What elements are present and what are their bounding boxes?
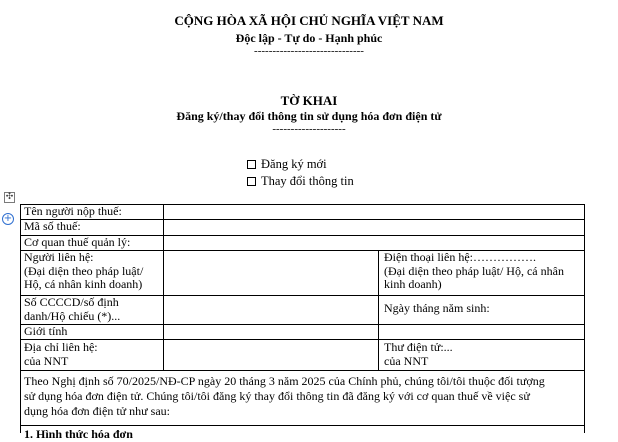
option-new-registration[interactable] (247, 157, 327, 172)
insert-row-plus-icon[interactable]: + (3, 213, 13, 224)
option-label: Đăng ký mới (261, 157, 327, 171)
title-divider: -------------------- (272, 123, 346, 135)
option-label: Thay đổi thông tin (261, 174, 354, 188)
registration-table (20, 204, 585, 441)
contact-phone-label: Điện thoại liên hệ:……………. (Đại diện theo pháp luật/ Hộ, cá nhân kinh doanh) (384, 250, 564, 291)
table-move-handle-icon[interactable]: ✣ (5, 192, 14, 202)
address-label: Địa chỉ liên hệ: của NNT (24, 340, 98, 368)
country-name: CỘNG HÒA XÃ HỘI CHỦ NGHĨA VIỆT NAM (174, 13, 444, 28)
intro-paragraph: Theo Nghị định số 70/2025/NĐ-CP ngày 20 tháng 3 năm 2025 của Chính phủ, chúng tôi/tôi thuộc đối tượng sử dụng hóa đơn điện tử. Chúng tôi/tôi đăng ký thay đổi thông tin đã đăng ký với cơ quan thuế về việc sử dụng hóa đơn điện tử như sau: (24, 374, 545, 418)
checkbox-icon[interactable] (247, 160, 256, 169)
id-number-label: Số CCCCD/số định danh/Hộ chiếu (*)... (24, 295, 121, 323)
birth-date-label: Ngày tháng năm sinh: (384, 301, 490, 315)
national-motto: Độc lập - Tự do - Hạnh phúc (235, 31, 383, 45)
invoice-form-heading: 1. Hình thức hóa đơn (24, 427, 133, 441)
form-subtitle: Đăng ký/thay đổi thông tin sử dụng hóa đơn điện tử (176, 109, 442, 123)
gender-label: Giới tính (24, 324, 68, 338)
tax-authority-label: Cơ quan thuế quản lý: (24, 235, 131, 249)
tax-code-label: Mã số thuế: (24, 219, 81, 233)
motto-divider: ------------------------------ (254, 45, 364, 57)
option-change-info[interactable] (247, 174, 354, 189)
checkbox-icon[interactable] (247, 177, 256, 186)
email-label: Thư điện tử:... của NNT (384, 340, 453, 368)
contact-person-label: Người liên hệ: (Đại diện theo pháp luật/ Hộ, cá nhân kinh doanh) (24, 250, 144, 291)
taxpayer-name-label: Tên người nộp thuế: (24, 204, 122, 218)
form-title: TỜ KHAI (280, 93, 338, 108)
